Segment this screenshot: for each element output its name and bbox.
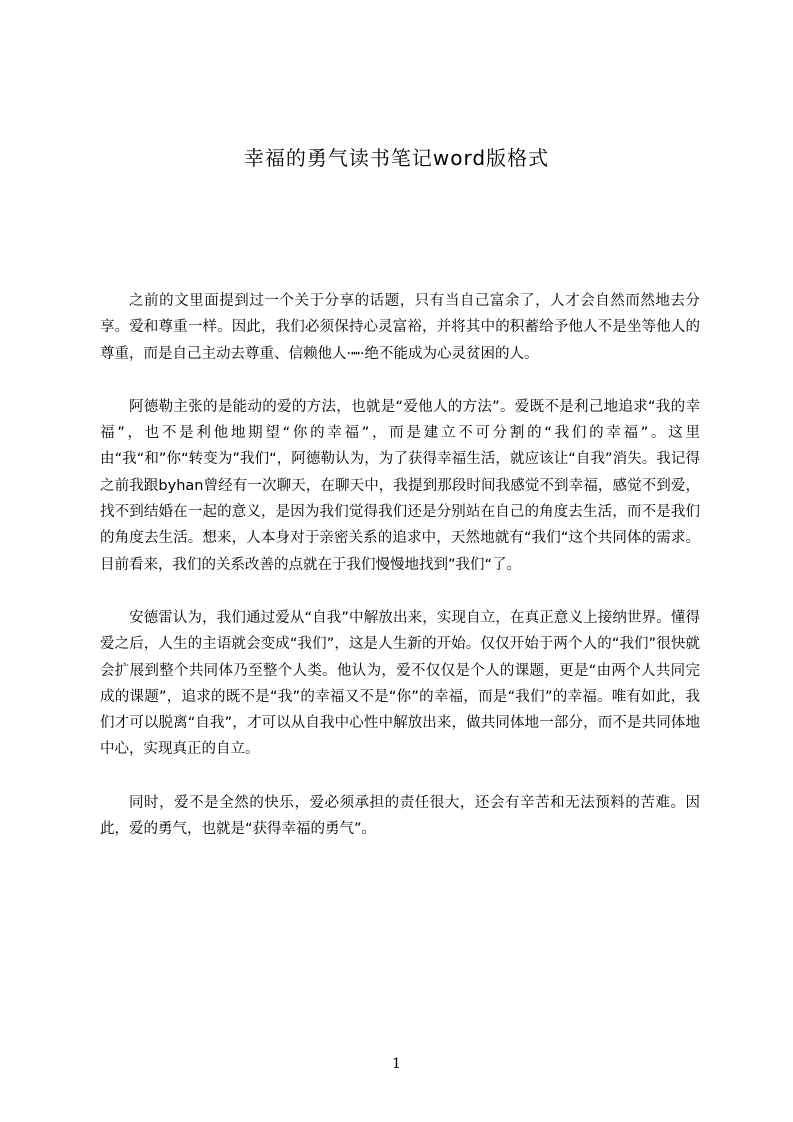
document-title: 幸福的勇气读书笔记word版格式	[243, 146, 550, 170]
page-number: 1	[392, 1056, 401, 1072]
paragraph: 同时，爱不是全然的快乐，爱必须承担的责任很大，还会有辛苦和无法预料的苦难。因此，爱的勇气，也就是“获得幸福的勇气”。	[100, 794, 700, 838]
paragraph: 之前的文里面提到过一个关于分享的话题，只有当自己富余了，人才会自然而然地去分享。爱和尊重一样。因此，我们必须保持心灵富裕，并将其中的积蓄给予他人不是坐等他人的尊重，而是自己主动去尊重、信赖他人·┉·绝不能成为心灵贫困的人。	[100, 293, 700, 362]
paragraph: 安德雷认为，我们通过爱从“自我”中解放出来，实现自立，在真正意义上接纳世界。懂得爱之后，人生的主语就会变成“我们”，这是人生新的开始。仅仅开始于两个人的“我们”很快就会扩展到整个共同体乃至整个人类。他认为，爱不仅仅是个人的课题，更是“由两个人共同完成的课题”，追求的既不是“我”的幸福又不是“你”的幸福，而是“我们”的幸福。唯有如此，我们才可以脱离“自我”，才可以从自我中心性中解放出来，做共同体地一部分，而不是共同体地中心，实现真正的自立。	[100, 609, 700, 758]
paragraph: 阿德勒主张的是能动的爱的方法，也就是“爱他人的方法”。爱既不是利己地追求“我的幸福”，也不是利他地期望“你的幸福”，而是建立不可分割的“我们的幸福”。这里由“我“和”你“转变为”我们“，阿德勒认为，为了获得幸福生活，就应该让“自我”消失。我记得之前我跟byhan曾经有一次聊天，在聊天中，我提到那段时间我感觉不到幸福，感觉不到爱，找不到结婚在一起的意义，是因为我们觉得我们还是分别站在自己的角度去生活，而不是我们的角度去生活。想来，人本身对于亲密关系的追求中，天然地就有“我们“这个共同体的需求。目前看来，我们的关系改善的点就在于我们慢慢地找到”我们“了。	[100, 398, 700, 573]
document-body	[100, 288, 700, 869]
